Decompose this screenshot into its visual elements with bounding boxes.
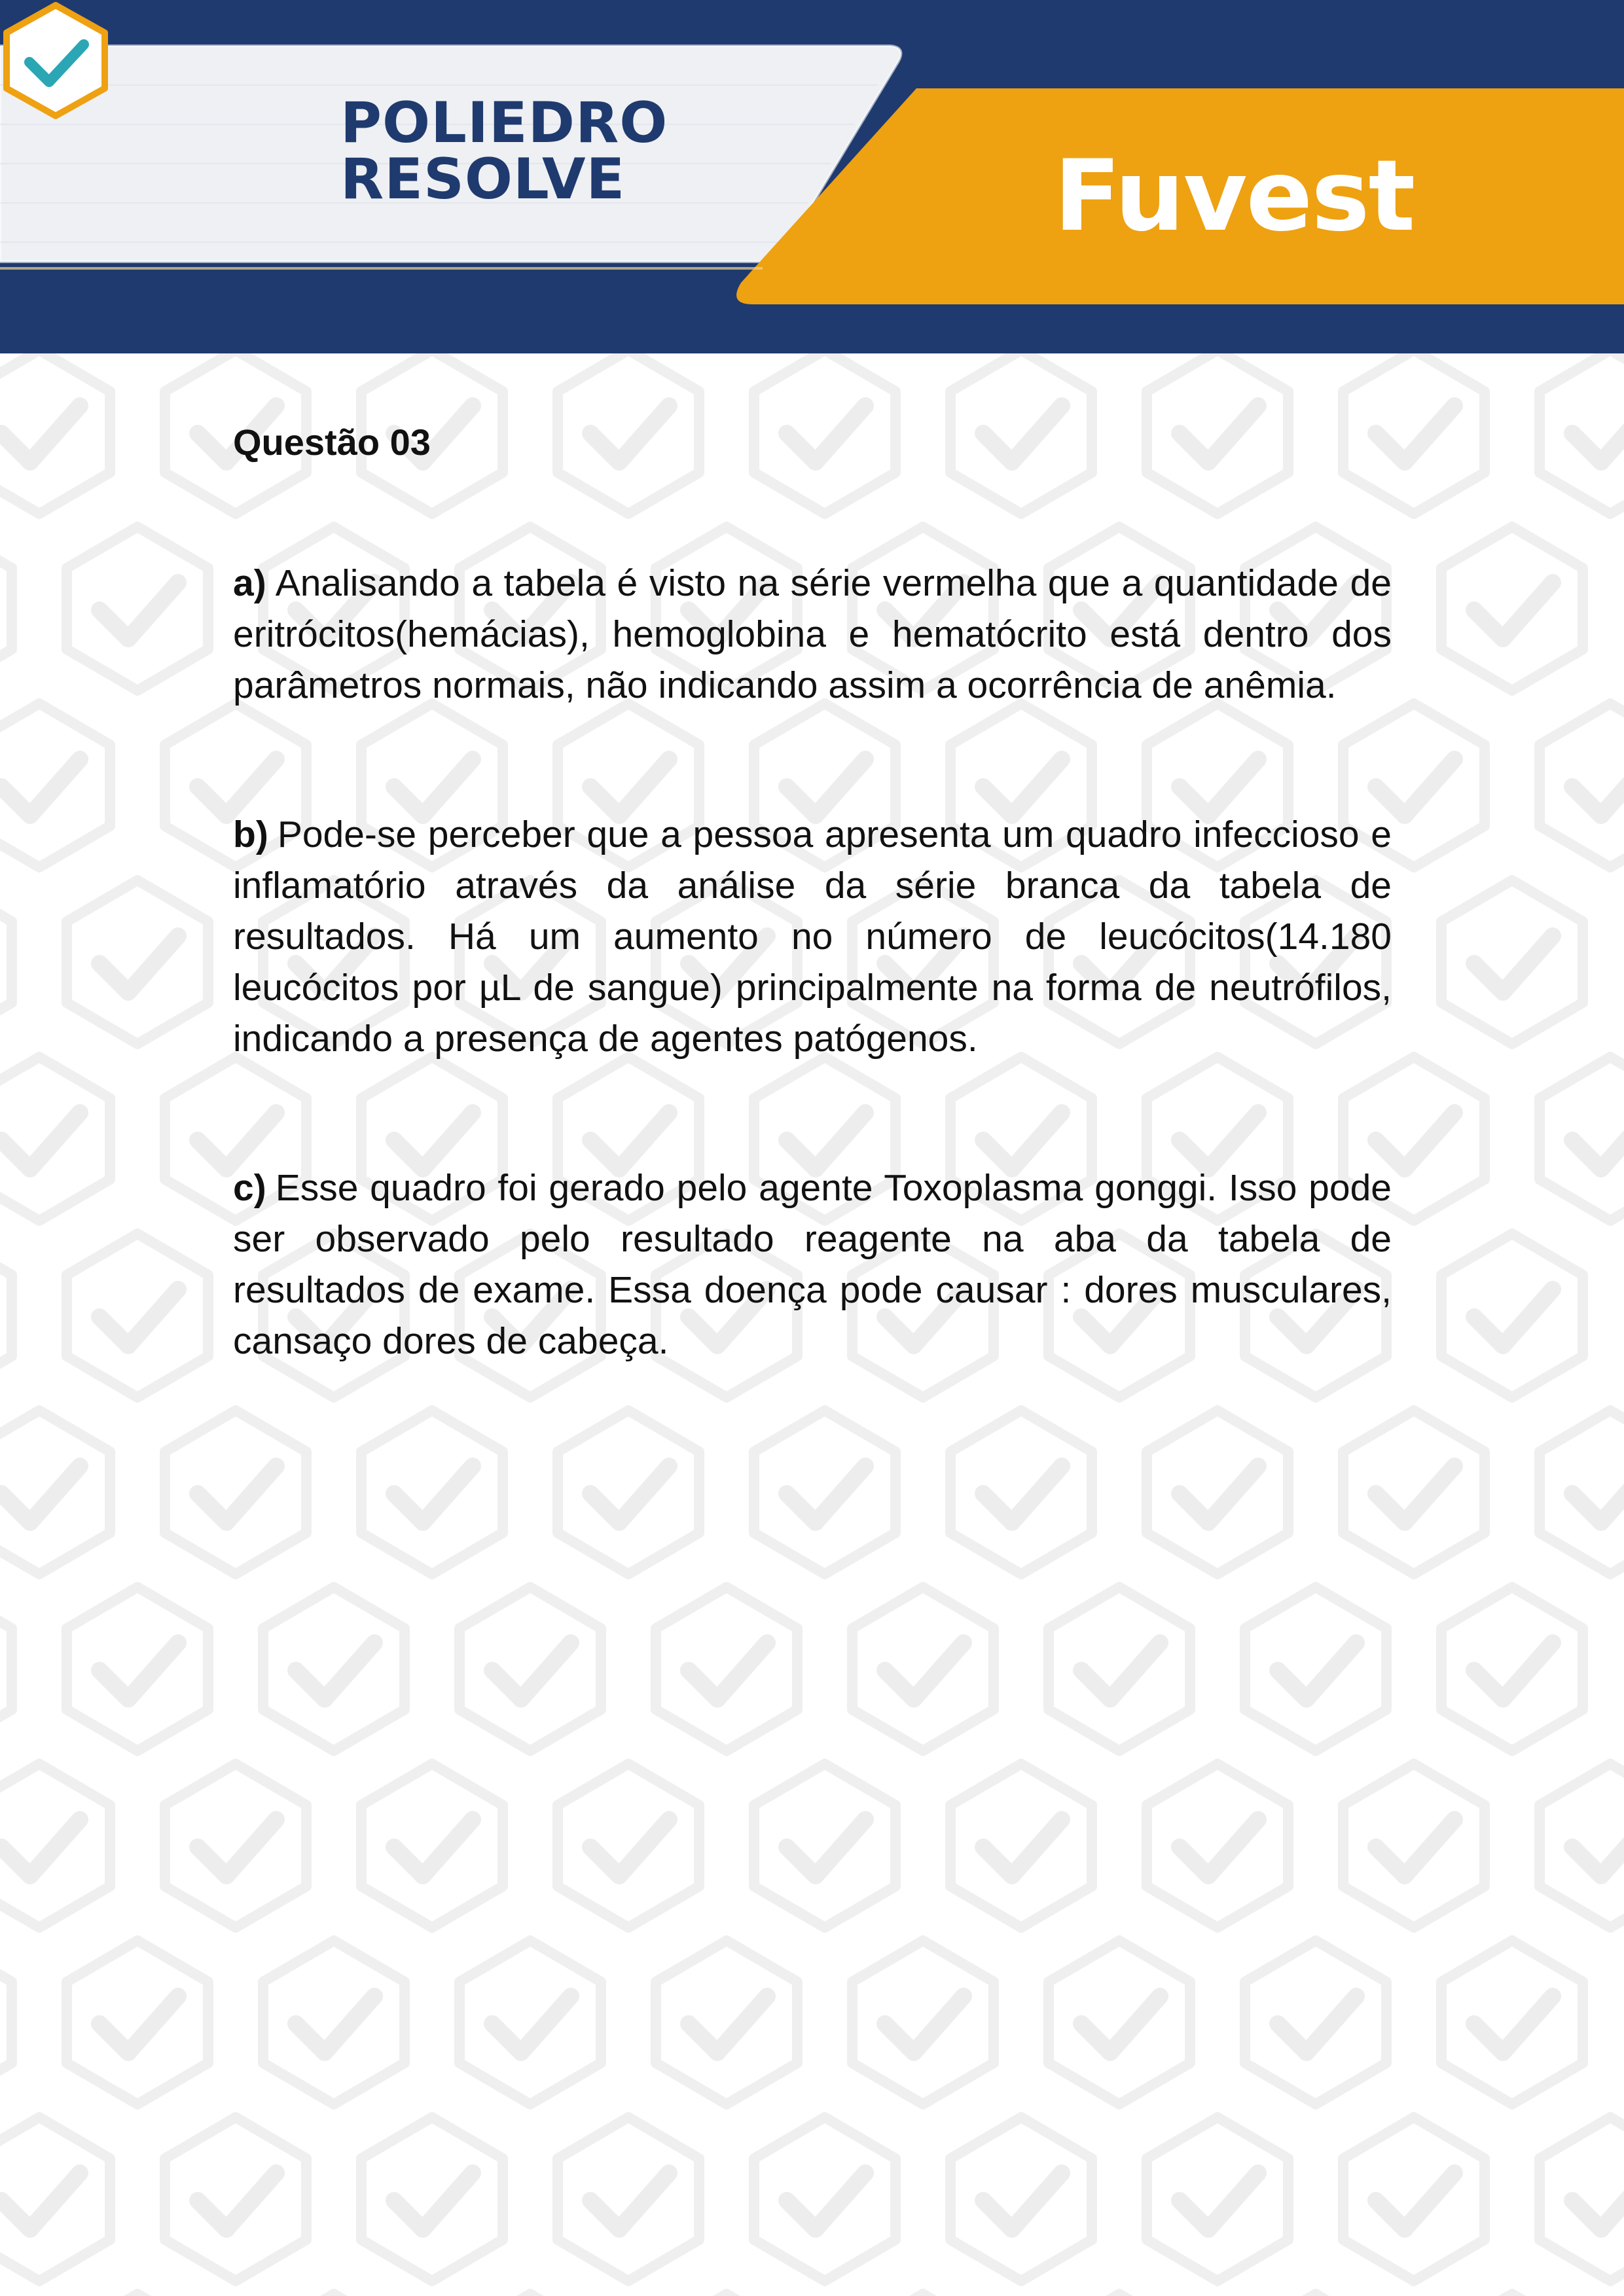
background-hexagon-check-icon [0,1941,12,2104]
background-hexagon-check-icon [1049,1587,1190,1751]
background-hexagon-check-icon [67,1587,208,1751]
background-hexagon-check-icon [1540,1764,1624,1928]
background-hexagon-check-icon [0,704,110,867]
background-hexagon-check-icon [0,1764,110,1928]
answer-c [233,1162,1392,1367]
exam-title: Fuvest [1054,139,1415,253]
background-hexagon-check-icon [1343,2117,1485,2281]
brand-logo-text [340,90,668,212]
brand-line-2: RESOLVE [340,147,626,212]
answer-a [233,558,1392,711]
header-banner [0,0,1624,353]
background-hexagon-check-icon [1049,1941,1190,2104]
background-hexagon-check-icon [0,1234,12,1397]
brand-line-1: POLIEDRO [340,90,668,156]
background-hexagon-check-icon [165,2117,306,2281]
background-hexagon-check-icon [0,1410,110,1574]
background-hexagon-check-icon [67,1941,208,2104]
background-hexagon-check-icon [165,1764,306,1928]
background-hexagon-check-icon [1540,1410,1624,1574]
answer-c-letter: c) [233,1167,266,1209]
background-hexagon-check-icon [67,880,208,1044]
background-hexagon-check-icon [1147,1764,1288,1928]
background-hexagon-check-icon [656,1941,797,2104]
background-hexagon-check-icon [1540,1057,1624,1221]
background-hexagon-check-icon [0,527,12,691]
background-hexagon-check-icon [558,2117,699,2281]
background-hexagon-check-icon [558,1764,699,1928]
hexagon-check-icon [0,0,111,121]
background-hexagon-check-icon [1441,1587,1583,1751]
background-hexagon-check-icon [67,1234,208,1397]
question-content [233,419,1392,1465]
background-hexagon-check-icon [460,1587,601,1751]
background-hexagon-check-icon [754,2117,895,2281]
background-hexagon-check-icon [852,1587,994,1751]
background-hexagon-check-icon [1441,1941,1583,2104]
background-hexagon-check-icon [1540,704,1624,867]
background-hexagon-check-icon [1147,2117,1288,2281]
background-hexagon-check-icon [950,2117,1092,2281]
background-hexagon-check-icon [460,1941,601,2104]
background-hexagon-check-icon [361,2117,503,2281]
answer-c-text: Esse quadro foi gerado pelo agente Toxoplasma gonggi. Isso pode ser observado pelo resultado reagente na aba da tabela de resultados de exame. Essa doença pode causar : dores musculares, cansaço dores de cabeça. [233,1167,1392,1362]
background-hexagon-check-icon [1245,1941,1386,2104]
background-hexagon-check-icon [263,1587,405,1751]
background-hexagon-check-icon [1245,1587,1386,1751]
answer-a-letter: a) [233,562,266,604]
background-hexagon-check-icon [67,527,208,691]
background-hexagon-check-icon [0,880,12,1044]
background-hexagon-check-icon [0,1587,12,1751]
background-hexagon-check-icon [1441,880,1583,1044]
background-hexagon-check-icon [754,1764,895,1928]
background-hexagon-check-icon [263,1941,405,2104]
background-hexagon-check-icon [1343,1764,1485,1928]
answer-b [233,809,1392,1064]
answer-b-text: Pode-se perceber que a pessoa apresenta um quadro infeccioso e inflamatório através da análise da série branca da tabela de resultados. Há um aumento no número de leucócitos(14.180 leucócitos por µL de sangue) principalmente na forma de neutrófilos, indicando a presença de agentes patógenos. [233,814,1392,1060]
background-hexagon-check-icon [0,350,110,514]
answer-a-text: Analisando a tabela é visto na série vermelha que a quantidade de eritrócitos(hemácias), hemoglobina e hematócrito está dentro dos parâmetros normais, não indicando assim a ocorrência de anêmia. [233,562,1392,706]
background-hexagon-check-icon [950,1764,1092,1928]
background-hexagon-check-icon [852,1941,994,2104]
answer-b-letter: b) [233,814,268,855]
background-hexagon-check-icon [1441,527,1583,691]
background-hexagon-check-icon [0,1057,110,1221]
background-hexagon-check-icon [656,1587,797,1751]
background-hexagon-check-icon [1540,2117,1624,2281]
background-hexagon-check-icon [1540,350,1624,514]
question-title: Questão 03 [233,422,431,463]
background-hexagon-check-icon [0,2117,110,2281]
background-hexagon-check-icon [361,1764,503,1928]
background-hexagon-check-icon [1441,1234,1583,1397]
